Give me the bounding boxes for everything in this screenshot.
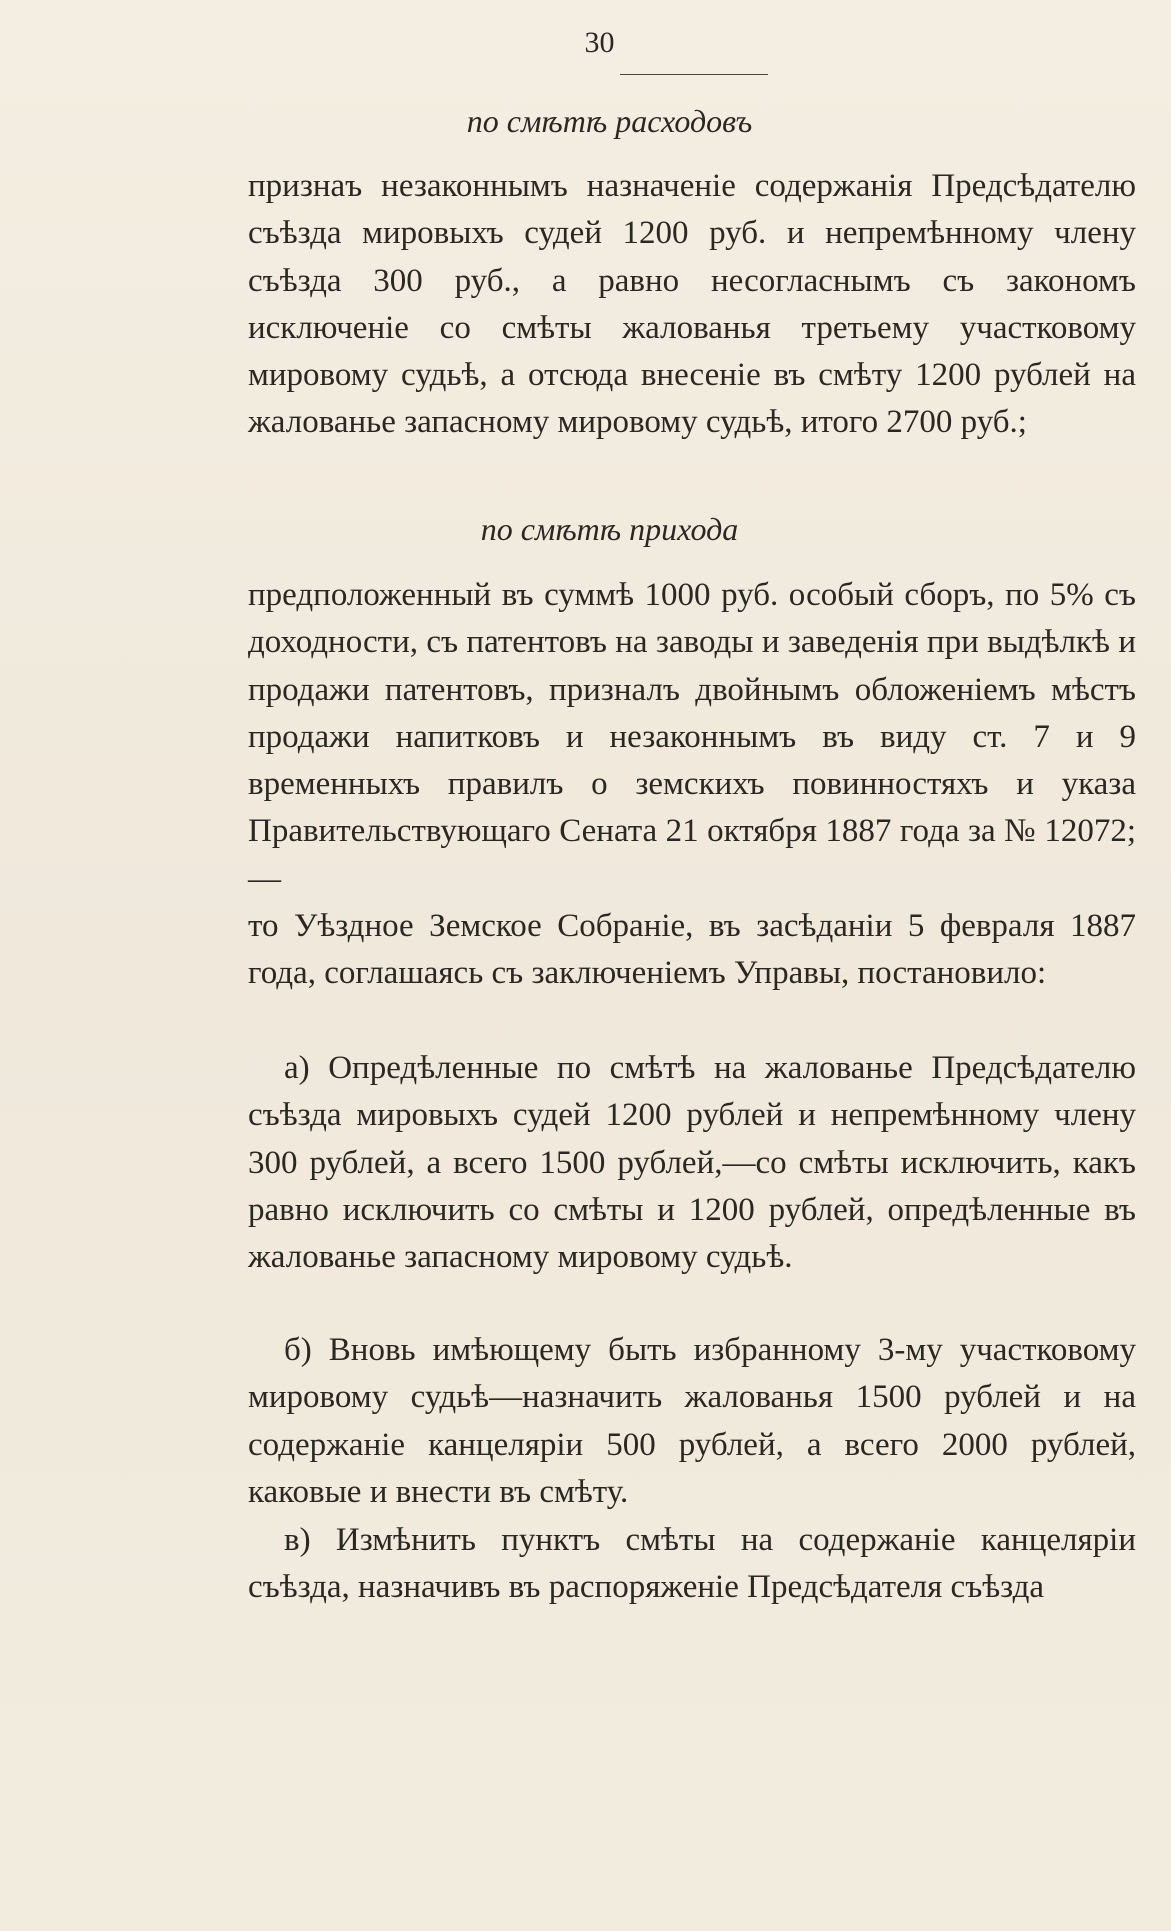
list-item-b: б) Вновь имѣющему быть избранному 3-му участковому мировому судьѣ—назначить жалованья 1500 рублей и на содержаніе канцеляріи 500 рублей, а всего 2000 рублей, каковые и внести въ смѣту.	[248, 1332, 1136, 1510]
list-item-c: в) Измѣнить пунктъ смѣты на содержаніе канцеляріи съѣзда, назначивъ въ распоряженіе Предсѣдателя съѣзда	[248, 1522, 1136, 1606]
page-number: 30	[584, 26, 615, 59]
heading-expenses: по смѣтѣ расходовъ	[466, 103, 753, 139]
paragraph-income: предположенный въ суммѣ 1000 руб. особый сборъ, по 5% съ доходности, съ патентовъ на заводы и заведенія при выдѣлкѣ и продажи патентовъ, призналъ двойнымъ обложеніемъ мѣстъ продажи напитковъ и незаконнымъ въ виду ст. 7 и 9 временныхъ правилъ о земскихъ повинностяхъ и указа Правительствующаго Сената 21 октября 1887 года за № 12072;—	[248, 577, 1136, 897]
heading-income: по смѣтѣ прихода	[480, 511, 739, 547]
list-item-a: а) Опредѣленные по смѣтѣ на жалованье Предсѣдателю съѣзда мировыхъ судей 1200 рублей и непремѣнному члену 300 рублей, а всего 1500 рублей,—со смѣты исключить, какъ равно исключить со смѣты и 1200 рублей, опредѣленные въ жалованье запасному мировому судьѣ.	[248, 1050, 1136, 1276]
header-rule	[620, 74, 768, 75]
paragraph-resolution: то Уѣздное Земское Собраніе, въ засѣданіи 5 февраля 1887 года, соглашаясь съ заключеніемъ Управы, постановило:	[248, 908, 1136, 992]
paragraph-expenses: признаъ незаконнымъ назначеніе содержанія Предсѣдателю съѣзда мировыхъ судей 1200 руб. и непремѣнному члену съѣзда 300 руб., а равно несогласнымъ съ закономъ исключеніе со смѣты жалованья третьему участковому мировому судьѣ, а отсюда внесеніе въ смѣту 1200 рублей на жалованье запасному мировому судьѣ, итого 2700 руб.;	[248, 168, 1136, 441]
